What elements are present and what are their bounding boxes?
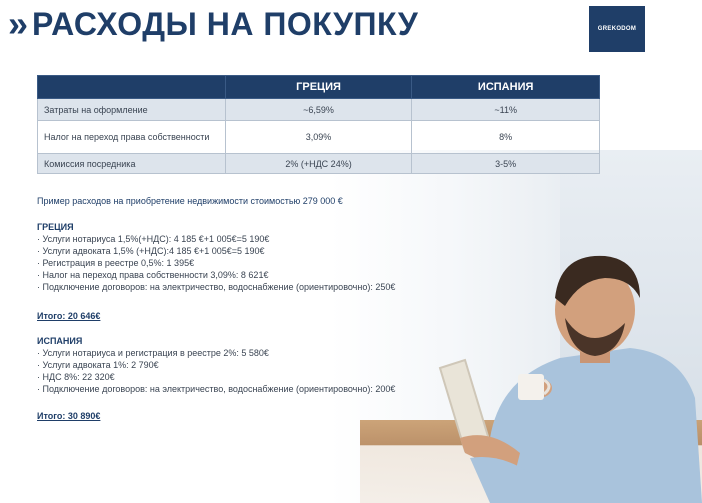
list-item: · Услуги нотариуса и регистрация в реестре 2%: 5 580€ <box>37 348 269 358</box>
list-item: · Налог на переход права собственности 3,09%: 8 621€ <box>37 270 269 280</box>
page-title: РАСХОДЫ НА ПОКУПКУ <box>32 6 419 42</box>
list-item: · Услуги адвоката 1%: 2 790€ <box>37 360 159 370</box>
intro-text: Пример расходов на приобретение недвижимости стоимостью 279 000 € <box>37 196 343 206</box>
table-row <box>38 99 600 121</box>
chevron-icon: » <box>8 3 23 44</box>
spain-title: ИСПАНИЯ <box>37 336 83 346</box>
list-item: · Услуги нотариуса 1,5%(+НДС): 4 185 €+1 005€=5 190€ <box>37 234 270 244</box>
logo-text: GREKODOM <box>597 26 637 32</box>
table-cell-spain: ~11% <box>412 99 600 121</box>
man-with-tablet-photo <box>430 238 702 503</box>
table-row <box>38 154 600 174</box>
table-header-greece: ГРЕЦИЯ <box>225 76 412 99</box>
table-cell-label: Затраты на оформление <box>38 99 226 121</box>
list-item: · Услуги адвоката 1,5% (+НДС):4 185 €+1 005€=5 190€ <box>37 246 265 256</box>
table-header-empty <box>38 76 226 99</box>
list-item: · Регистрация в реестре 0,5%: 1 395€ <box>37 258 195 268</box>
greece-total: Итого: 20 646€ <box>37 311 101 321</box>
table-cell-label: Налог на переход права собственности <box>38 121 226 154</box>
table-header-row <box>38 76 600 99</box>
greece-title: ГРЕЦИЯ <box>37 222 74 232</box>
table-header-spain: ИСПАНИЯ <box>412 76 600 99</box>
table-cell-greece: ~6,59% <box>225 99 412 121</box>
list-item: · Подключение договоров: на электричество, водоснабжение (ориентировочно): 200€ <box>37 384 396 394</box>
table-cell-spain: 8% <box>412 121 600 154</box>
greece-section <box>37 221 395 293</box>
spain-total: Итого: 30 890€ <box>37 411 101 421</box>
table-cell-greece: 3,09% <box>225 121 412 154</box>
table-cell-greece: 2% (+НДС 24%) <box>225 154 412 174</box>
list-item: · НДС 8%: 22 320€ <box>37 372 115 382</box>
list-item: · Подключение договоров: на электричество, водоснабжение (ориентировочно): 250€ <box>37 282 396 292</box>
table-cell-spain: 3-5% <box>412 154 600 174</box>
table-cell-label: Комиссия посредника <box>38 154 226 174</box>
table-row <box>38 121 600 154</box>
cost-comparison-table <box>37 75 600 174</box>
company-logo <box>589 6 645 52</box>
spain-section <box>37 335 395 395</box>
page-header <box>8 4 418 44</box>
